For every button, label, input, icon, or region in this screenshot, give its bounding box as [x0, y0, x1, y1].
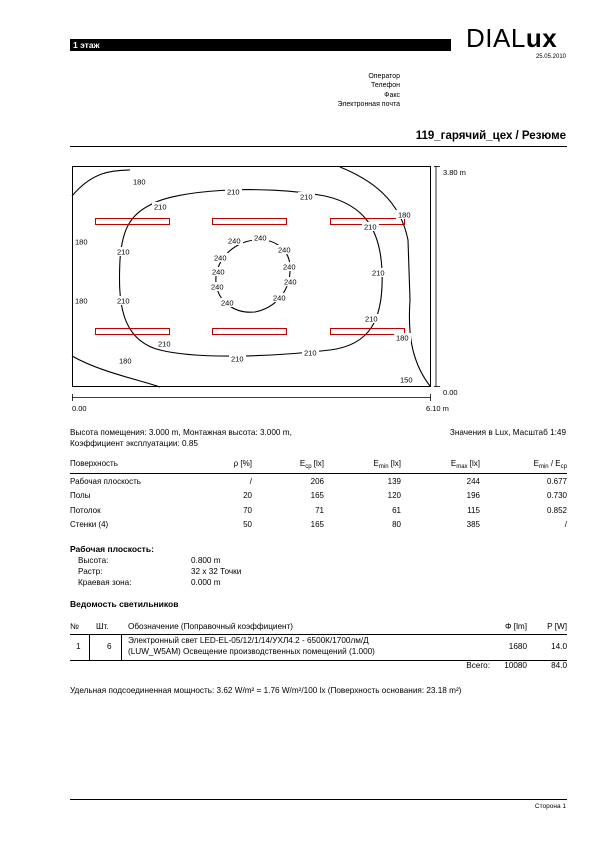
surface-eavg: 165	[310, 520, 324, 529]
lum-col-no: №	[70, 622, 79, 631]
lum-col-qty: Шт.	[96, 622, 109, 631]
contour-label: 210	[231, 354, 244, 364]
surface-emin: 139	[387, 477, 401, 486]
surface-emax: 196	[466, 491, 480, 500]
contour-label: 240	[254, 233, 267, 243]
contour-210	[119, 187, 382, 356]
room-info-line1: Высота помещения: 3.000 m, Монтажная высота: 3.000 m,	[70, 428, 292, 437]
col-ratio: $E_{min} / E_{ср}$	[533, 459, 567, 470]
lum-row-desc2: (LUW_W5AM) Освещение производственных помещений (1.000)	[128, 647, 375, 656]
col-emax: $E_{max}$ [lx]	[450, 459, 480, 470]
isolux-plan	[60, 160, 480, 420]
col-surface: Поверхность	[70, 459, 118, 468]
contour-label: 210	[117, 296, 130, 306]
contour-label: 240	[212, 267, 225, 277]
y-max-label: 3.80 m	[443, 168, 466, 177]
contour-label: 180	[396, 333, 409, 343]
contact-fax: Факс	[384, 91, 400, 99]
luminaires-title: Ведомость светильников	[70, 599, 179, 609]
surface-name: Полы	[70, 491, 91, 500]
contour-label: 180	[398, 210, 411, 220]
surface-row-ceiling	[70, 504, 567, 518]
page-number: Сторона 1	[534, 803, 566, 810]
contour-label: 180	[119, 356, 132, 366]
y-min-label: 0.00	[443, 388, 458, 397]
surfaces-header-rule	[70, 473, 567, 474]
contour-label: 210	[227, 187, 240, 197]
surface-ratio: 0.730	[546, 491, 567, 500]
workplane-edge-value: 0.000 m	[191, 578, 221, 587]
surface-emax: 115	[467, 506, 480, 515]
contour-label: 240	[228, 236, 241, 246]
col-emin: $E_{min}$ [lx]	[373, 459, 401, 470]
header-bar	[70, 39, 451, 51]
contour-label: 240	[221, 298, 234, 308]
surface-ratio: 0.677	[546, 477, 567, 486]
lum-header-rule	[70, 634, 567, 635]
contour-label: 240	[211, 282, 224, 292]
lum-row-desc1: Электронный свет LED-EL-05/12/1/14/УХЛ4.2 - 6500К/1700лм/Д	[128, 636, 369, 645]
surface-name: Потолок	[70, 506, 101, 515]
lum-row-power: 14.0	[551, 642, 567, 651]
surface-rho: 70	[243, 506, 252, 515]
workplane-height-value: 0.800 m	[191, 556, 221, 565]
contour-label: 240	[284, 277, 297, 287]
surface-eavg: 165	[310, 491, 324, 500]
surface-ratio: 0.852	[546, 506, 567, 515]
lum-row-qty: 6	[107, 642, 112, 651]
contour-label: 210	[364, 222, 377, 232]
lum-col-power: P [W]	[547, 622, 567, 631]
luminaire-5	[213, 329, 287, 335]
floor-label: 1 этаж	[73, 40, 100, 50]
luminaire-6	[331, 329, 405, 335]
surface-rho: 20	[243, 491, 252, 500]
contour-label: 240	[273, 293, 286, 303]
col-rho: ρ [%]	[233, 459, 252, 468]
lum-row-no: 1	[76, 642, 81, 651]
workplane-title: Рабочая плоскость:	[70, 544, 154, 554]
contour-label: 210	[158, 339, 171, 349]
surface-emin: 120	[387, 491, 401, 500]
contact-phone: Телефон	[370, 82, 400, 90]
contour-label: 210	[304, 348, 317, 358]
workplane-grid-value: 32 x 32 Точки	[191, 567, 242, 576]
x-min-label: 0.00	[72, 404, 87, 413]
workplane-grid-label: Растр:	[78, 567, 103, 576]
surface-emax: 385	[466, 520, 480, 529]
lum-total-flux: 10080	[504, 661, 527, 670]
lum-total-power: 84.0	[551, 661, 567, 670]
surface-name: Рабочая плоскость	[70, 477, 141, 486]
lum-col-desc: Обозначение (Поправочный коэффициент)	[128, 622, 294, 631]
contour-label: 210	[154, 202, 167, 212]
contour-label: 150	[400, 375, 413, 385]
units-scale: Значения в Lux, Масштаб 1:49	[449, 428, 566, 437]
workplane-height-label: Высота:	[78, 556, 109, 565]
workplane-edge-label: Краевая зона:	[78, 578, 132, 587]
contour-label: 210	[117, 247, 130, 257]
surface-row-floor	[70, 489, 567, 503]
lum-total-label: Всего:	[466, 661, 490, 670]
luminaire-2	[213, 219, 287, 225]
title-rule	[70, 146, 567, 147]
dialux-logo: DIALux	[466, 23, 558, 53]
contour-label: 210	[365, 314, 378, 324]
contour-label: 210	[372, 268, 385, 278]
surface-rho: /	[249, 477, 252, 486]
report-date: 25.05.2010	[535, 54, 566, 60]
luminaire-4	[96, 329, 170, 335]
x-max-label: 6.10 m	[426, 404, 449, 413]
lum-vline-2	[121, 634, 122, 660]
surface-row-walls	[70, 518, 567, 532]
surface-emax: 244	[466, 477, 480, 486]
surfaces-header-row	[70, 457, 567, 471]
lum-row-flux: 1680	[508, 642, 527, 651]
page-title: 119_гарячий_цех / Резюме	[415, 130, 566, 142]
surface-row-workplane	[70, 475, 567, 489]
surface-eavg: 206	[310, 477, 324, 486]
surface-rho: 50	[243, 520, 252, 529]
surface-eavg: 71	[315, 506, 324, 515]
lum-vline-1	[89, 634, 90, 660]
room-info-line2: Коэффициент эксплуатации: 0.85	[70, 439, 198, 448]
footer-rule	[70, 799, 567, 800]
power-density: Удельная подсоединенная мощность: 3.62 W/m² = 1.76 W/m²/100 lx (Поверхность основания: 23.18 m²)	[70, 686, 462, 695]
col-eavg: $E_{ср}$ [lx]	[299, 459, 324, 470]
lum-col-flux: Φ [lm]	[505, 622, 527, 631]
contour-180-tl	[72, 170, 130, 196]
surface-emin: 80	[392, 520, 401, 529]
contour-label: 180	[75, 237, 88, 247]
contour-label: 210	[300, 192, 313, 202]
surface-emin: 61	[392, 506, 401, 515]
contour-label: 240	[214, 253, 227, 263]
contour-label: 180	[75, 296, 88, 306]
contour-180-bl	[72, 356, 160, 387]
surface-name: Стенки (4)	[70, 520, 109, 529]
contour-label: 240	[283, 262, 296, 272]
contour-label: 180	[133, 177, 146, 187]
contact-block	[338, 72, 400, 110]
contact-operator: Оператор	[368, 73, 400, 80]
surface-ratio: /	[564, 520, 567, 529]
contour-labels	[73, 177, 415, 385]
contour-label: 240	[278, 245, 291, 255]
contact-email: Электронная почта	[337, 101, 400, 109]
